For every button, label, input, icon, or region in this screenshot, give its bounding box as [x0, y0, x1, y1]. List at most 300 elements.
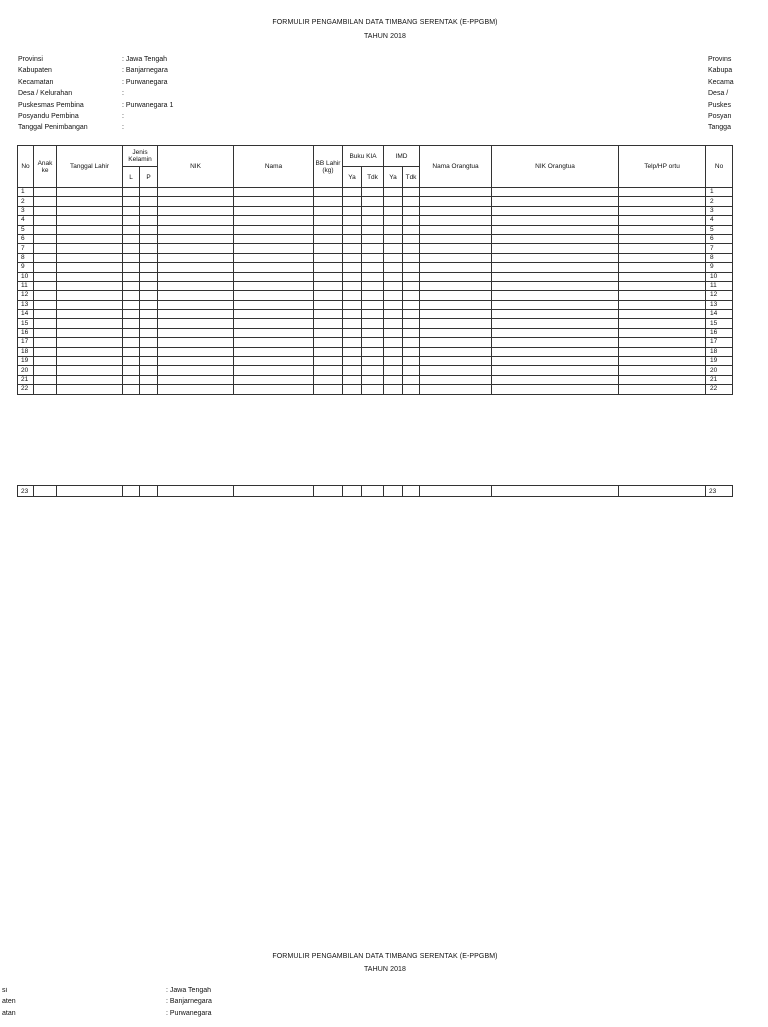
cell [619, 385, 706, 394]
cell [140, 272, 158, 281]
cell [57, 216, 123, 225]
right-info-label: Desa / [708, 90, 729, 98]
row-number: 1 [18, 188, 34, 197]
row-number: 14 [18, 310, 34, 319]
row-number: 12 [18, 291, 34, 300]
cell [234, 385, 314, 394]
cell [234, 188, 314, 197]
cell [34, 319, 57, 328]
cell [123, 263, 140, 272]
header-imd-ya: Ya [384, 167, 403, 188]
cell [314, 188, 343, 197]
cell [362, 347, 384, 356]
cell [158, 225, 234, 234]
cell [314, 300, 343, 309]
cell [619, 328, 706, 337]
cell [619, 197, 706, 206]
table-body [18, 188, 733, 395]
cell [420, 347, 492, 356]
header-nama-orangtua: Nama Orangtua [420, 146, 492, 188]
cell [619, 486, 706, 497]
cell [384, 263, 403, 272]
cell [362, 234, 384, 243]
table-row [18, 338, 733, 347]
cell [403, 188, 420, 197]
cell [619, 338, 706, 347]
cell [123, 253, 140, 262]
row-number: 22 [18, 385, 34, 394]
row-number: 13 [18, 300, 34, 309]
row-number-right: 20 [706, 366, 733, 375]
cell [384, 486, 403, 497]
cell [343, 366, 362, 375]
cell [123, 375, 140, 384]
info-value: : Purwanegara [166, 1009, 212, 1017]
cell [384, 281, 403, 290]
cell [362, 338, 384, 347]
data-table [17, 145, 733, 395]
info-label: Puskesmas Pembina [18, 101, 84, 109]
cell [384, 328, 403, 337]
cell [362, 216, 384, 225]
cell [123, 338, 140, 347]
cell [384, 300, 403, 309]
cell [619, 375, 706, 384]
cell [492, 338, 619, 347]
cell [158, 486, 234, 497]
cell [492, 244, 619, 253]
cell [158, 300, 234, 309]
cell [34, 197, 57, 206]
cell [123, 385, 140, 394]
cell [123, 188, 140, 197]
row-number-right: 23 [706, 486, 733, 497]
cell [314, 272, 343, 281]
row-number-right: 7 [706, 244, 733, 253]
cell [140, 281, 158, 290]
cell [362, 366, 384, 375]
cell [343, 319, 362, 328]
cell [234, 375, 314, 384]
cell [34, 328, 57, 337]
info-label: Kabupaten [18, 67, 52, 75]
cell [314, 206, 343, 215]
cell [420, 486, 492, 497]
cell [57, 310, 123, 319]
cell [158, 291, 234, 300]
cell [314, 347, 343, 356]
cell [420, 310, 492, 319]
table-row [18, 357, 733, 366]
cell [343, 300, 362, 309]
cell [123, 328, 140, 337]
cell [619, 206, 706, 215]
table-row [18, 253, 733, 262]
cell [492, 375, 619, 384]
table-row [18, 300, 733, 309]
info-label: atan [2, 1009, 16, 1017]
cell [343, 281, 362, 290]
cell [420, 225, 492, 234]
header-imd: IMD [384, 146, 420, 167]
table-row [18, 385, 733, 394]
row-number-right: 14 [706, 310, 733, 319]
cell [158, 253, 234, 262]
info-value: : Banjarnegara [166, 998, 212, 1006]
cell [384, 197, 403, 206]
info-label: aten [2, 998, 16, 1006]
cell [158, 366, 234, 375]
cell [362, 272, 384, 281]
cell [420, 319, 492, 328]
row-number: 11 [18, 281, 34, 290]
row-number-right: 19 [706, 357, 733, 366]
row-number-right: 21 [706, 375, 733, 384]
cell [619, 253, 706, 262]
cell [619, 244, 706, 253]
cell [158, 319, 234, 328]
info-value: : Purwanegara 1 [122, 101, 174, 109]
row-number: 4 [18, 216, 34, 225]
cell [34, 300, 57, 309]
cell [158, 272, 234, 281]
cell [384, 206, 403, 215]
cell [492, 347, 619, 356]
cell [314, 291, 343, 300]
cell [123, 234, 140, 243]
cell [619, 188, 706, 197]
cell [420, 197, 492, 206]
row-number: 21 [18, 375, 34, 384]
row-number-right: 9 [706, 263, 733, 272]
row-number-right: 22 [706, 385, 733, 394]
row-number: 10 [18, 272, 34, 281]
cell [492, 281, 619, 290]
cell [384, 357, 403, 366]
row-number-right: 11 [706, 281, 733, 290]
cell [362, 253, 384, 262]
cell [158, 328, 234, 337]
cell [140, 188, 158, 197]
cell [384, 272, 403, 281]
cell [140, 253, 158, 262]
right-info-label: Tangga [708, 124, 731, 132]
cell [140, 300, 158, 309]
cell [362, 328, 384, 337]
cell [158, 263, 234, 272]
cell [492, 263, 619, 272]
cell [314, 486, 343, 497]
row-number: 9 [18, 263, 34, 272]
cell [234, 272, 314, 281]
info-value: : Purwanegara [122, 78, 168, 86]
cell [492, 197, 619, 206]
cell [158, 281, 234, 290]
cell [140, 375, 158, 384]
table-row [18, 197, 733, 206]
cell [619, 366, 706, 375]
cell [420, 291, 492, 300]
cell [420, 216, 492, 225]
cell [234, 206, 314, 215]
row-number: 20 [18, 366, 34, 375]
cell [57, 338, 123, 347]
cell [343, 338, 362, 347]
cell [140, 206, 158, 215]
cell [403, 206, 420, 215]
cell [34, 486, 57, 497]
cell [343, 310, 362, 319]
cell [619, 216, 706, 225]
row-number-right: 17 [706, 338, 733, 347]
cell [57, 263, 123, 272]
cell [403, 197, 420, 206]
cell [420, 385, 492, 394]
row-number: 6 [18, 234, 34, 243]
header-kia-tdk: Tdk [362, 167, 384, 188]
cell [140, 263, 158, 272]
cell [343, 234, 362, 243]
cell [123, 347, 140, 356]
cell [34, 216, 57, 225]
header-l: L [123, 167, 140, 188]
cell [140, 338, 158, 347]
header-nik-orangtua: NIK Orangtua [492, 146, 619, 188]
cell [34, 225, 57, 234]
cell [619, 310, 706, 319]
cell [619, 347, 706, 356]
cell [234, 216, 314, 225]
cell [158, 206, 234, 215]
cell [34, 281, 57, 290]
cell [403, 357, 420, 366]
cell [314, 310, 343, 319]
cell [420, 234, 492, 243]
cell [343, 244, 362, 253]
cell [34, 385, 57, 394]
cell [343, 385, 362, 394]
cell [420, 272, 492, 281]
table-row-23 [17, 485, 733, 497]
right-info-label: Kabupa [708, 67, 733, 75]
cell [158, 244, 234, 253]
table-row [18, 319, 733, 328]
cell [314, 385, 343, 394]
cell [403, 385, 420, 394]
row-number-right: 15 [706, 319, 733, 328]
cell [619, 272, 706, 281]
cell [619, 225, 706, 234]
cell [619, 319, 706, 328]
cell [492, 366, 619, 375]
cell [420, 328, 492, 337]
cell [158, 375, 234, 384]
cell [140, 310, 158, 319]
cell [123, 291, 140, 300]
table-row [18, 310, 733, 319]
cell [420, 375, 492, 384]
cell [234, 319, 314, 328]
cell [314, 375, 343, 384]
cell [34, 263, 57, 272]
row-number: 18 [18, 347, 34, 356]
cell [384, 225, 403, 234]
table-row [18, 234, 733, 243]
cell [362, 385, 384, 394]
cell [123, 357, 140, 366]
info-label: Desa / Kelurahan [18, 90, 73, 98]
cell [123, 486, 140, 497]
cell [362, 375, 384, 384]
cell [403, 319, 420, 328]
cell [314, 357, 343, 366]
cell [140, 225, 158, 234]
cell [362, 244, 384, 253]
cell [492, 216, 619, 225]
cell [384, 338, 403, 347]
cell [362, 486, 384, 497]
cell [314, 234, 343, 243]
table-row [18, 244, 733, 253]
cell [57, 328, 123, 337]
cell [384, 244, 403, 253]
header-anak-ke: Anak ke [34, 146, 57, 188]
cell [34, 366, 57, 375]
cell [57, 385, 123, 394]
cell [123, 310, 140, 319]
cell [234, 234, 314, 243]
cell [123, 225, 140, 234]
cell [403, 234, 420, 243]
row-number-right: 16 [706, 328, 733, 337]
cell [140, 328, 158, 337]
cell [492, 188, 619, 197]
cell [34, 253, 57, 262]
right-info-label: Provins [708, 56, 732, 63]
table-row [18, 216, 733, 225]
header-tanggal-lahir: Tanggal Lahir [57, 146, 123, 188]
table-row [18, 291, 733, 300]
row-number: 3 [18, 206, 34, 215]
table-row [18, 188, 733, 197]
right-info-cutoff [708, 56, 768, 136]
table-row [18, 281, 733, 290]
cell [57, 244, 123, 253]
cell [492, 385, 619, 394]
cell [403, 347, 420, 356]
cell [619, 263, 706, 272]
cell [234, 244, 314, 253]
cell [34, 244, 57, 253]
cell [384, 216, 403, 225]
info-value: : Jawa Tengah [166, 987, 212, 994]
cell [57, 234, 123, 243]
cell [158, 347, 234, 356]
cell [362, 197, 384, 206]
cell [619, 291, 706, 300]
cell [234, 310, 314, 319]
row-number: 17 [18, 338, 34, 347]
table-row [18, 272, 733, 281]
cell [57, 486, 123, 497]
cell [492, 253, 619, 262]
cell [234, 338, 314, 347]
cell [123, 206, 140, 215]
cell [619, 300, 706, 309]
cell [57, 300, 123, 309]
cell [123, 319, 140, 328]
bottom-form-year: TAHUN 2018 [363, 966, 407, 973]
cell [420, 366, 492, 375]
info-label: Kecamatan [18, 78, 54, 86]
cell [123, 281, 140, 290]
cell [158, 338, 234, 347]
cell [234, 366, 314, 375]
cell [403, 263, 420, 272]
cell [140, 347, 158, 356]
cell [403, 486, 420, 497]
cell [619, 234, 706, 243]
table-row [18, 263, 733, 272]
table-row [18, 225, 733, 234]
header-nik: NIK [158, 146, 234, 188]
cell [403, 225, 420, 234]
row-number: 16 [18, 328, 34, 337]
cell [314, 263, 343, 272]
row-number-right: 6 [706, 234, 733, 243]
cell [343, 197, 362, 206]
bottom-form-title: FORMULIR PENGAMBILAN DATA TIMBANG SERENTAK (E-PPGBM) [272, 953, 498, 960]
cell [158, 188, 234, 197]
cell [492, 319, 619, 328]
cell [140, 319, 158, 328]
cell [384, 234, 403, 243]
info-value: : Jawa Tengah [122, 56, 168, 63]
cell [123, 300, 140, 309]
cell [420, 338, 492, 347]
cell [123, 366, 140, 375]
header-no-right: No [706, 146, 733, 188]
right-info-label: Kecama [708, 78, 734, 86]
cell [343, 206, 362, 215]
header-kia-ya: Ya [343, 167, 362, 188]
row-number: 23 [18, 486, 34, 497]
cell [403, 281, 420, 290]
cell [362, 300, 384, 309]
cell [343, 347, 362, 356]
cell [362, 357, 384, 366]
cell [492, 328, 619, 337]
cell [314, 244, 343, 253]
cell [403, 216, 420, 225]
table-row [18, 328, 733, 337]
row-number-right: 3 [706, 206, 733, 215]
cell [384, 319, 403, 328]
cell [384, 253, 403, 262]
cell [140, 244, 158, 253]
cell [34, 234, 57, 243]
cell [57, 347, 123, 356]
cell [314, 253, 343, 262]
cell [492, 234, 619, 243]
form-year: TAHUN 2018 [363, 33, 407, 40]
cell [314, 366, 343, 375]
cell [140, 291, 158, 300]
table-row [18, 347, 733, 356]
cell [158, 357, 234, 366]
cell [343, 253, 362, 262]
cell [123, 244, 140, 253]
